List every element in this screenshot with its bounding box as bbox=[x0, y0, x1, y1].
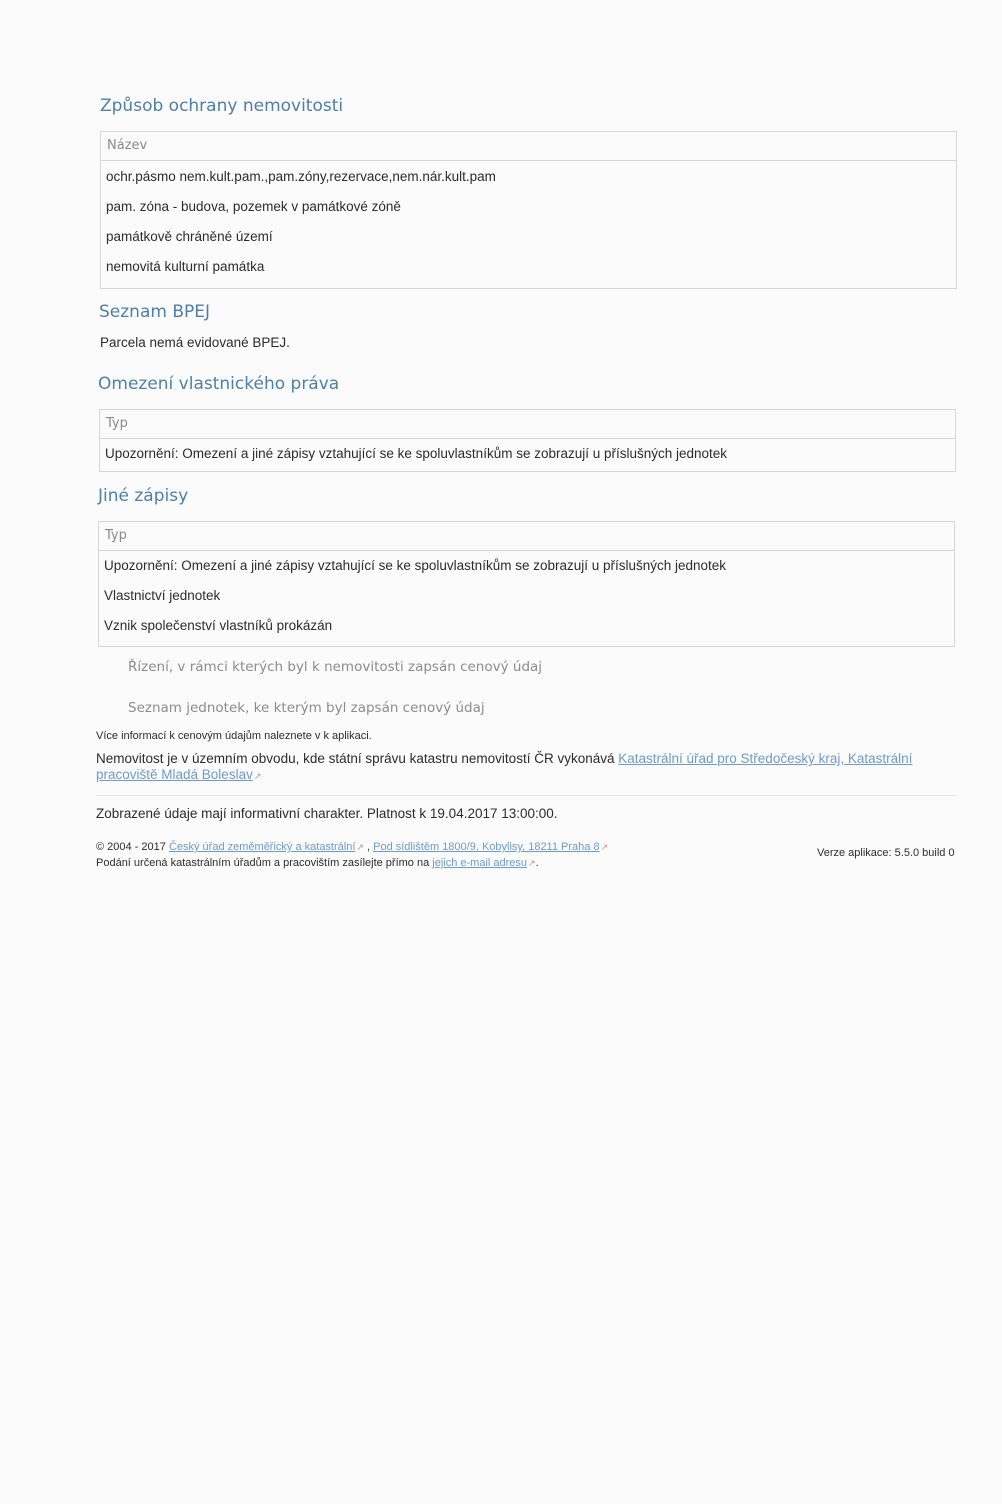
separator: , bbox=[363, 841, 374, 853]
omezeni-table bbox=[99, 409, 956, 472]
period: . bbox=[535, 857, 539, 869]
table-row: pam. zóna - budova, pozemek v památkové zóně bbox=[106, 199, 401, 214]
section-title-bpej: Seznam BPEJ bbox=[99, 302, 210, 322]
rizeni-cenovy-udaj[interactable]: Řízení, v rámci kterých byl k nemovitosti zapsán cenový údaj bbox=[128, 659, 543, 675]
info-cenove-udaje: Více informací k cenovým údajům naleznete v k aplikaci. bbox=[96, 730, 372, 742]
obvod-paragraph bbox=[96, 751, 946, 784]
platnost-text: Zobrazené údaje mají informativní charakter. Platnost k 19.04.2017 13:00:00. bbox=[96, 806, 558, 821]
divider bbox=[96, 795, 956, 796]
external-link-icon: ↗ bbox=[253, 771, 262, 781]
address-link[interactable]: Pod sídlištěm 1800/9, Kobylisy, 18211 Praha 8 bbox=[373, 841, 600, 853]
cuzk-link[interactable]: Český úřad zeměměřický a katastrální bbox=[168, 841, 356, 853]
external-link-icon: ↗ bbox=[600, 842, 609, 852]
table-row: nemovitá kulturní památka bbox=[106, 259, 265, 274]
table-row: Vznik společenství vlastníků prokázán bbox=[104, 618, 333, 633]
obvod-text: Nemovitost je v územním obvodu, kde státní správu katastru nemovitostí ČR vykonává bbox=[96, 751, 619, 766]
footer-podani-line bbox=[96, 857, 539, 869]
email-link[interactable]: jejich e-mail adresu bbox=[432, 857, 528, 869]
omezeni-table-header: Typ bbox=[100, 410, 955, 439]
section-title-omezeni: Omezení vlastnického práva bbox=[98, 374, 340, 394]
external-link-icon: ↗ bbox=[356, 842, 364, 852]
ochrana-table bbox=[100, 131, 957, 289]
app-version: Verze aplikace: 5.5.0 build 0 bbox=[817, 847, 955, 859]
katastralni-urad-link[interactable]: Katastrální úřad pro Středočeský kraj, Katastrální pracoviště Mladá Boleslav bbox=[96, 751, 913, 782]
copyright-text: © 2004 - 2017 bbox=[96, 841, 169, 853]
jine-table-header: Typ bbox=[99, 522, 954, 551]
table-row: památkově chráněné území bbox=[106, 229, 273, 244]
section-title-jine: Jiné zápisy bbox=[98, 486, 189, 506]
footer-copyright-line bbox=[96, 841, 608, 853]
table-row: Vlastnictví jednotek bbox=[104, 588, 221, 603]
table-row: Upozornění: Omezení a jiné zápisy vztahující se ke spoluvlastníkům se zobrazují u příslušných jednotek bbox=[105, 446, 728, 461]
table-row: Upozornění: Omezení a jiné zápisy vztahující se ke spoluvlastníkům se zobrazují u příslušných jednotek bbox=[104, 558, 727, 573]
podani-text: Podání určená katastrálním úřadům a pracovištím zasílejte přímo na bbox=[96, 857, 433, 869]
jine-table bbox=[98, 521, 955, 647]
section-title-ochrana: Způsob ochrany nemovitosti bbox=[100, 96, 344, 116]
ochrana-table-header: Název bbox=[101, 132, 956, 161]
bpej-text: Parcela nemá evidované BPEJ. bbox=[100, 335, 290, 350]
seznam-jednotek-cenovy-udaj[interactable]: Seznam jednotek, ke kterým byl zapsán cenový údaj bbox=[128, 700, 485, 716]
external-link-icon: ↗ bbox=[528, 858, 536, 868]
table-row: ochr.pásmo nem.kult.pam.,pam.zóny,rezervace,nem.nár.kult.pam bbox=[106, 169, 496, 184]
